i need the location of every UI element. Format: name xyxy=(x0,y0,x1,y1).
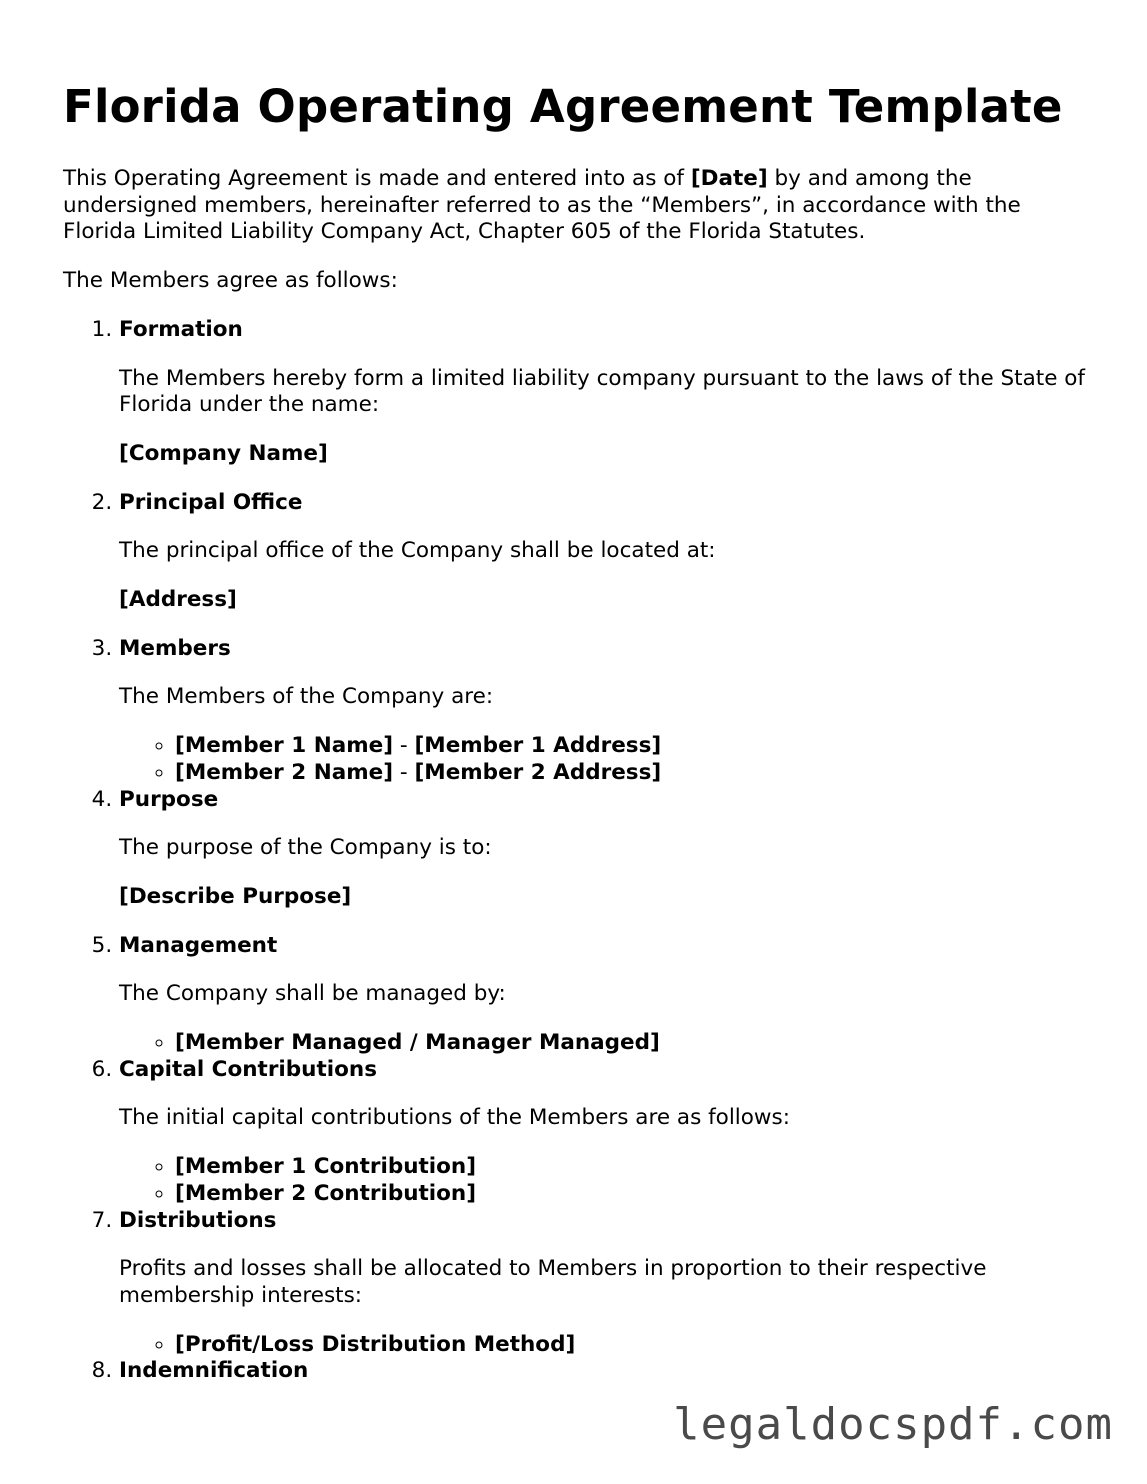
member-address: [Member 1 Address] xyxy=(414,733,662,759)
management-list xyxy=(119,1030,1093,1057)
distributions-list xyxy=(119,1332,1093,1359)
section-title: 1. Formation xyxy=(119,316,243,342)
management-type-placeholder: [Member Managed / Manager Managed] xyxy=(175,1030,660,1056)
date-placeholder: [Date] xyxy=(690,166,768,191)
section-distributions xyxy=(119,1208,1093,1359)
section-title: 2. Principal Office xyxy=(119,489,303,515)
company-name-placeholder: [Company Name] xyxy=(119,440,328,466)
section-body: The Members of the Company are: xyxy=(119,684,494,710)
list-item xyxy=(175,1030,1093,1057)
section-management xyxy=(119,933,1093,1057)
section-title: 3. Members xyxy=(119,635,231,661)
list-item xyxy=(175,733,1093,760)
intro-text-1: This Operating Agreement is made and entered into as of xyxy=(63,166,691,191)
section-purpose xyxy=(119,787,1093,911)
section-body: The Members hereby form a limited liability company pursuant to the laws of the State of Florida under the name: xyxy=(119,365,1085,418)
purpose-placeholder: [Describe Purpose] xyxy=(119,883,352,909)
intro-text-2: by and among the undersigned members, hereinafter referred to as the “Members”, in accordance with the Florida Limited Liability Company Act, Chapter 605 of the Florida Statutes. xyxy=(63,166,1021,245)
list-item xyxy=(175,1154,1093,1181)
separator: - xyxy=(393,759,415,785)
contribution-placeholder: [Member 1 Contribution] xyxy=(175,1154,477,1180)
separator: - xyxy=(393,733,415,759)
section-body: Profits and losses shall be allocated to Members in proportion to their respective membership interests: xyxy=(119,1256,987,1308)
list-item xyxy=(175,1181,1093,1208)
section-indemnification xyxy=(119,1358,1093,1385)
member-name: [Member 1 Name] xyxy=(175,733,394,759)
members-list xyxy=(119,733,1093,786)
contribution-placeholder: [Member 2 Contribution] xyxy=(175,1180,477,1206)
document-page xyxy=(63,78,1093,1385)
section-formation xyxy=(119,317,1093,468)
list-item xyxy=(175,1332,1093,1359)
document-title: Florida Operating Agreement Template xyxy=(63,80,1063,133)
section-title: 7. Distributions xyxy=(119,1207,277,1233)
address-placeholder: [Address] xyxy=(119,587,237,613)
section-body: The purpose of the Company is to: xyxy=(119,835,492,861)
section-title: 4. Purpose xyxy=(119,786,219,812)
intro-paragraph xyxy=(63,166,1093,246)
section-body: The Company shall be managed by: xyxy=(119,981,506,1007)
distribution-method-placeholder: [Profit/Loss Distribution Method] xyxy=(175,1331,576,1357)
section-body: The principal office of the Company shall be located at: xyxy=(119,538,716,564)
section-body: The initial capital contributions of the Members are as follows: xyxy=(119,1105,790,1131)
list-item xyxy=(175,760,1093,787)
section-capital-contributions xyxy=(119,1057,1093,1208)
section-title: 5. Management xyxy=(119,932,278,958)
member-name: [Member 2 Name] xyxy=(175,759,394,785)
member-address: [Member 2 Address] xyxy=(414,759,662,785)
watermark: legaldocspdf.com xyxy=(673,1399,1113,1450)
section-principal-office xyxy=(119,490,1093,614)
contributions-list xyxy=(119,1154,1093,1207)
section-title: 6. Capital Contributions xyxy=(119,1056,378,1082)
section-members xyxy=(119,636,1093,787)
section-title: 8. Indemnification xyxy=(119,1358,309,1384)
agree-paragraph: The Members agree as follows: xyxy=(63,268,398,294)
section-list xyxy=(63,317,1093,1385)
